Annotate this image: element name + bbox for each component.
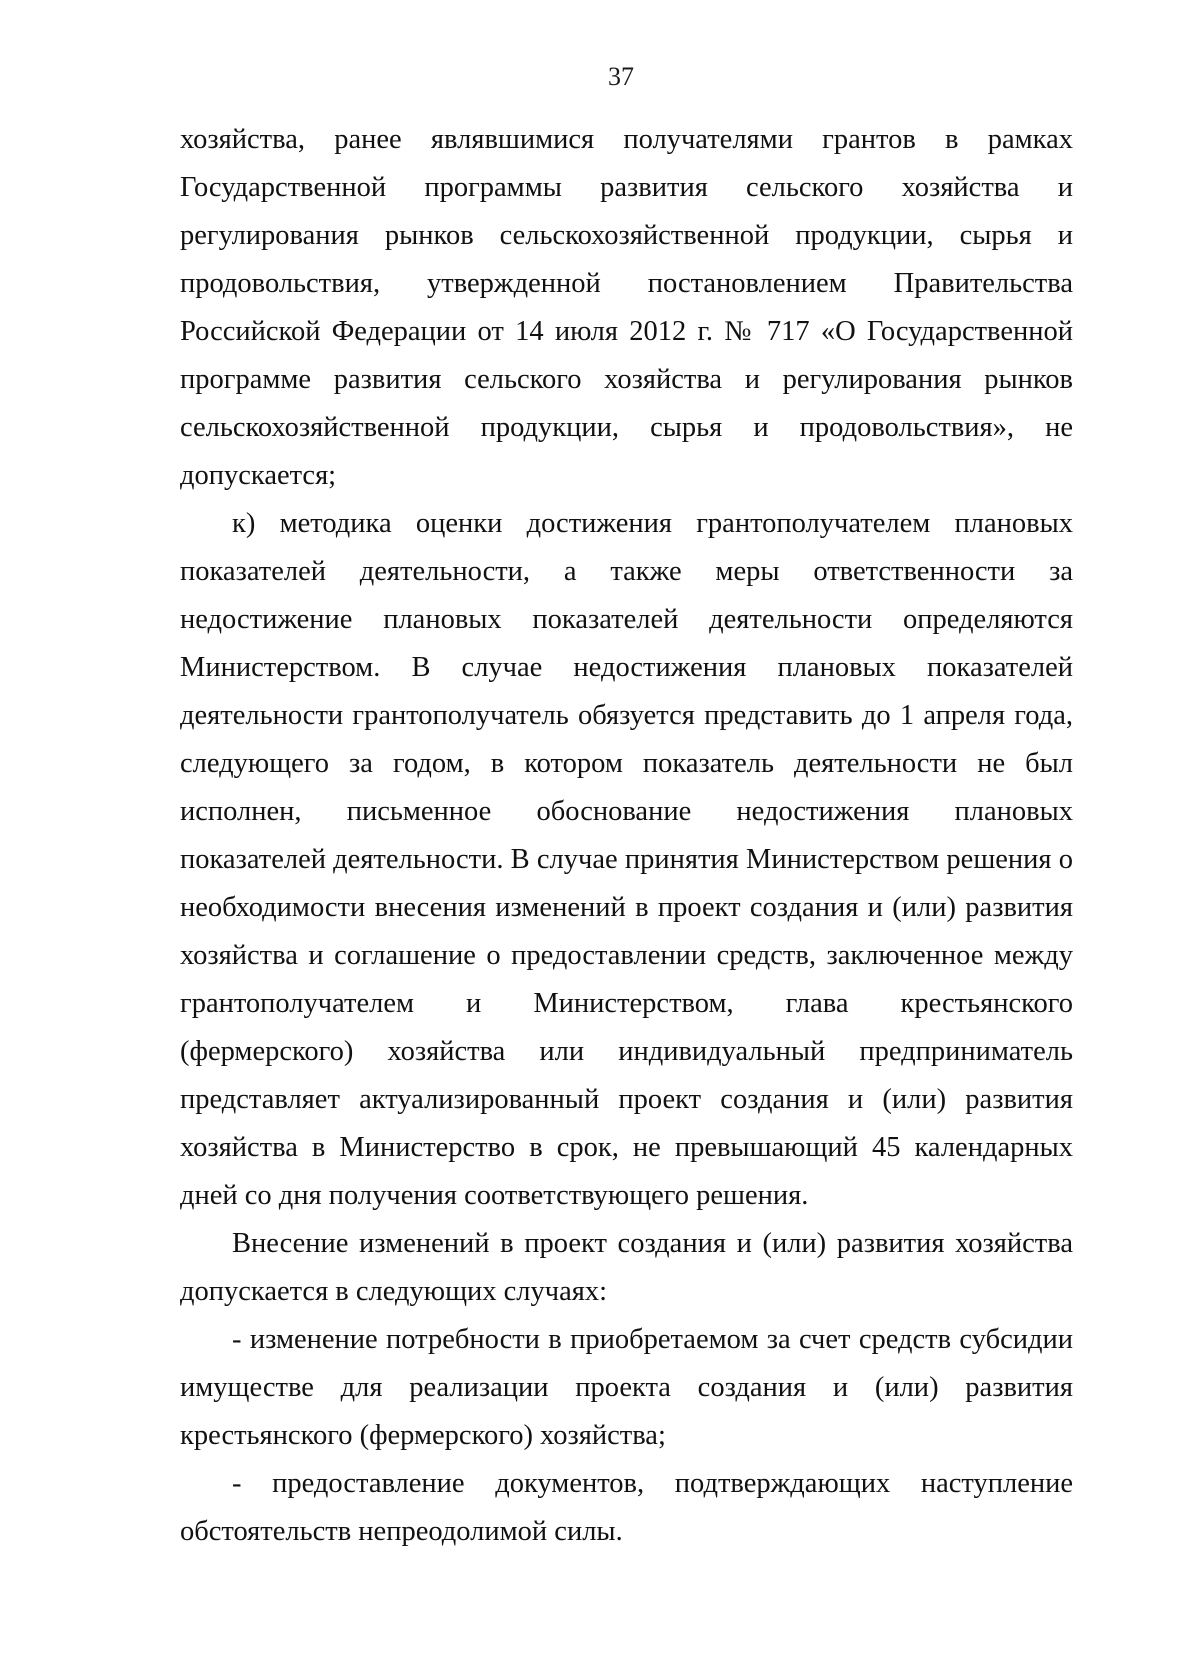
paragraph-item-k: к) методика оценки достижения грантополучателем плановых показателей деятельности, а также меры ответственности за недостижение плановых показателей деятельности определяются Министерством. В случае недостижения плановых показателей деятельности грантополучатель обязуется представить до 1 апреля года, следующего за годом, в котором показатель деятельности не был исполнен, письменное обоснование недостижения плановых показателей деятельности. В случае принятия Министерством решения о необходимости внесения изменений в проект создания и (или) развития хозяйства и соглашение о предоставлении средств, заключенное между грантополучателем и Министерством, глава крестьянского (фермерского) хозяйства или индивидуальный предприниматель представляет актуализированный проект создания и (или) развития хозяйства в Министерство в срок, не превышающий 45 календарных дней со дня получения соответствующего решения.	[180, 508, 1073, 1211]
page-number: 37	[608, 62, 634, 91]
document-body	[180, 116, 1073, 1556]
paragraph-continuation: хозяйства, ранее являвшимися получателями грантов в рамках Государственной программы развития сельского хозяйства и регулирования рынков сельскохозяйственной продукции, сырья и продовольствия, утвержденной постановлением Правительства Российской Федерации от 14 июля 2012 г. № 717 «О Государственной программе развития сельского хозяйства и регулирования рынков сельскохозяйственной продукции, сырья и продовольствия», не допускается;	[180, 124, 1073, 491]
paragraph-case-2: - предоставление документов, подтверждающих наступление обстоятельств непреодолимой силы.	[180, 1468, 1073, 1547]
paragraph-case-1: - изменение потребности в приобретаемом за счет средств субсидии имуществе для реализации проекта создания и (или) развития крестьянского (фермерского) хозяйства;	[180, 1324, 1073, 1451]
paragraph-changes-intro: Внесение изменений в проект создания и (или) развития хозяйства допускается в следующих случаях:	[180, 1228, 1073, 1307]
